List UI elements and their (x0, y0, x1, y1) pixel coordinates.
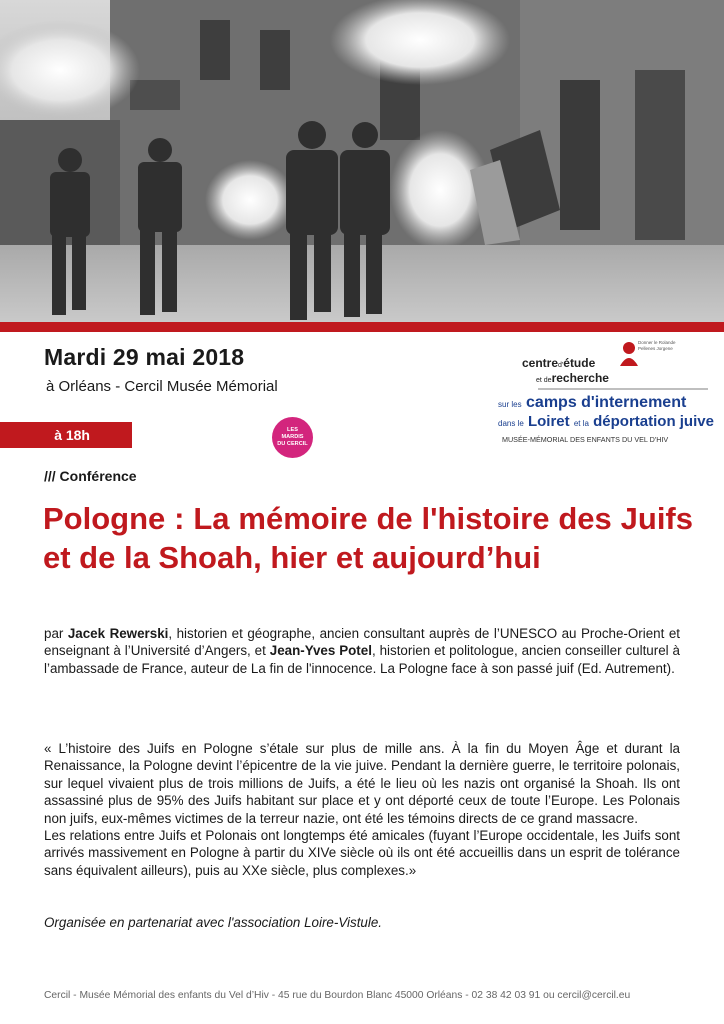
speaker-2-name: Jean-Yves Potel (269, 643, 372, 659)
accent-divider-bar (0, 322, 724, 332)
badge-line-2: MARDIS (281, 434, 304, 440)
header-photo (0, 0, 724, 322)
event-place: à Orléans - Cercil Musée Mémorial (46, 378, 278, 395)
cercil-logo (498, 338, 718, 450)
footer-contact: Cercil - Musée Mémorial des enfants du Vel d’Hiv - 45 rue du Bourdon Blanc 45000 Orléans - 02 38 42 03 91 ou cercil@cercil.eu (44, 990, 631, 1001)
mardis-du-cercil-badge (272, 417, 313, 458)
logo-tiny-note: Donner le Rolande Pellenes Jorgene (638, 340, 676, 351)
logo-line-camps: sur les camps d'internement (498, 394, 687, 411)
description-part-2: Les relations entre Juifs et Polonais ont longtemps été amicales (fuyant l’Europe occidentale, les Juifs sont arrivés massivement en Pologne à partir du XIVe siècle où ils ont été accueillis dans un esprit de tolérance sans équivalent ailleurs), puis au XXe siècle, plus complexes.» (44, 828, 680, 878)
description-paragraph (44, 740, 680, 879)
logo-divider (538, 388, 708, 390)
logo-museum-name: MUSÉE-MÉMORIAL DES ENFANTS DU VEL D'HIV (502, 435, 669, 444)
partnership-note: Organisée en partenariat avec l'association Loire-Vistule. (44, 915, 383, 930)
logo-line-1: centred'étude (522, 356, 596, 370)
event-category: /// Conférence (44, 468, 137, 484)
speaker-1-name: Jacek Rewerski (67, 626, 169, 641)
event-time-badge (0, 422, 132, 448)
logo-line-2: et derecherche (536, 371, 609, 385)
description-part-1: « L’histoire des Juifs en Pologne s’étale sur plus de mille ans. À la fin du Moyen Âge et durant la Renaissance, la Pologne devint l’épicentre de la vie juive. Pendant la dernière guerre, le territoire polonais, sur lequel vivaient plus de trois millions de Juifs, a été le lieu où les nazis ont organisé la Shoah. Ils ont assassiné plus de 95% des Juifs habitant sur place et y ont déporté ceux de toute l’Europe. Les Polonais non juifs, eux-mêmes victimes de la terreur nazie, ont été les témoins directs de ce grand massacre. (44, 741, 680, 826)
speakers-paragraph: par Jacek Rewerski, historien et géographe, ancien consultant auprès de l’UNESCO au Proche-Orient et enseignant à l’Université d’Angers, et Jean-Yves Potel, historien et politologue, ancien conseiller culturel à l’ambassade de France, auteur de La fin de l'innocence. La Pologne face à son passé juif (Ed. Autrement). (44, 626, 680, 676)
event-date: Mardi 29 mai 2018 (44, 344, 245, 370)
badge-line-1: LES (287, 427, 298, 433)
event-title: Pologne : La mémoire de l'histoire des Juifs et de la Shoah, hier et aujourd’hui (43, 501, 693, 575)
portrait-icon (618, 340, 640, 366)
historical-photo-image (0, 0, 724, 322)
logo-line-loiret: dans le Loiret et la déportation juive (498, 413, 714, 430)
event-time: à 18h (54, 427, 90, 443)
badge-line-3: DU CERCIL (277, 441, 308, 447)
